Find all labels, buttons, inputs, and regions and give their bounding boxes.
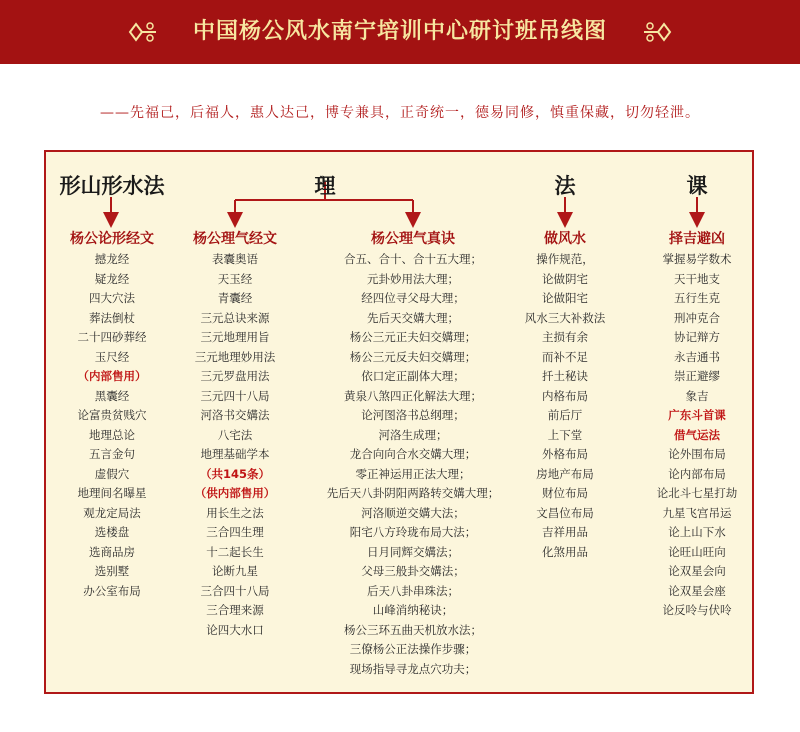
list-item: 二十四砂葬经: [77, 330, 147, 344]
list-item: 先后天交媾大理；: [367, 310, 459, 325]
list-item: 天干地支: [674, 271, 720, 286]
list-item: 表囊奥语: [212, 252, 258, 266]
list-item: 化煞用品: [542, 544, 588, 559]
list-item: 操作规范，: [536, 252, 594, 266]
list-item: 广东斗首课: [668, 408, 726, 422]
list-item: 论北斗七星打劫: [656, 486, 738, 500]
list-item: 虚假穴: [94, 466, 130, 481]
list-item: 日月同辉交媾法；: [367, 544, 459, 559]
list-xingjing: [78, 250, 147, 601]
list-item: 论旺山旺向: [668, 544, 726, 559]
list-item: 上下堂: [547, 427, 583, 442]
list-item: （内部售用）: [77, 369, 147, 383]
list-item: 经四位寻父母大理；: [361, 291, 465, 305]
list-item: 论断九星: [212, 564, 258, 578]
list-item: （供内部售用）: [194, 486, 276, 500]
list-item: 天玉经: [217, 271, 253, 286]
list-item: 三合四生理: [206, 525, 264, 539]
list-item: 三合理来源: [206, 603, 264, 617]
list-item: 永吉通书: [674, 349, 720, 364]
header-banner: [0, 0, 800, 64]
list-item: 四大穴法: [89, 291, 135, 305]
list-item: 三元罗盘用法: [200, 369, 270, 383]
list-item: 撼龙经: [94, 252, 130, 266]
col-title-liqizhenjue: 杨公理气真诀: [371, 231, 455, 247]
tagline: ——先福己，后福人，惠人达己，博专兼具，正奇统一，德易同修，慎重保藏，切勿轻泄。: [100, 105, 700, 121]
list-item: 地理基础学本: [200, 447, 270, 461]
list-item: 河洛顺逆交媾大法；: [361, 505, 465, 520]
list-item: （共145条）: [199, 466, 270, 481]
list-item: 内格布局: [542, 388, 588, 403]
list-item: 河洛生成理；: [378, 427, 448, 442]
list-item: 文昌位布局: [536, 505, 594, 520]
list-item: 论反呤与伏呤: [662, 603, 732, 617]
list-item: 论做阳宅: [542, 291, 588, 305]
list-item: 山峰消纳秘诀；: [372, 603, 454, 617]
col-title-xingjing: 杨公论形经文: [70, 231, 154, 247]
list-item: 选楼盘: [94, 525, 130, 539]
col-title-liqijing: 杨公理气经文: [193, 231, 277, 247]
list-liqizhenjue: [327, 250, 500, 679]
list-item: 八宅法: [217, 427, 253, 442]
list-item: 青囊经: [217, 291, 253, 305]
list-item: 风水三大补救法: [524, 310, 606, 325]
list-item: 而补不足: [542, 349, 588, 364]
list-item: 扦土秘诀: [542, 369, 588, 383]
list-item: 协记辩方: [674, 330, 720, 344]
list-item: 选别墅: [94, 564, 130, 578]
list-item: 十二起长生: [206, 544, 264, 559]
list-item: 办公室布局: [83, 583, 141, 598]
list-item: 用长生之法: [206, 505, 264, 520]
col-title-zeji: 择吉避凶: [669, 231, 725, 247]
list-item: 论河图洛书总纲理；: [361, 408, 465, 422]
list-item: 三元总诀来源: [200, 310, 270, 325]
list-item: 九星飞宫吊运: [662, 505, 732, 520]
list-item: 论双星会座: [668, 583, 726, 598]
list-item: 杨公三元反夫妇交媾理；: [349, 349, 477, 364]
list-item: 三僚杨公正法操作步骤；: [349, 642, 477, 656]
list-item: 房地产布局: [536, 466, 594, 481]
list-item: 借气运法: [674, 427, 720, 442]
list-zeji: [657, 250, 738, 621]
list-item: 论四大水口: [206, 622, 264, 637]
list-item: 刑冲克合: [674, 310, 720, 325]
list-item: 论双星会向: [668, 564, 726, 578]
list-item: 吉祥用品: [542, 525, 588, 539]
list-item: 五行生克: [674, 291, 720, 305]
list-item: 杨公三元正夫妇交媾理；: [349, 330, 477, 344]
list-item: 元卦妙用法大理；: [367, 271, 459, 286]
list-item: 论内部布局: [668, 466, 726, 481]
list-item: 后天八卦串珠法；: [367, 583, 459, 598]
list-item: 父母三般卦交媾法；: [361, 564, 465, 578]
list-item: 前后厅: [547, 408, 583, 422]
list-item: 论上山下水: [668, 525, 726, 539]
heading-ke: 课: [686, 173, 708, 198]
list-item: 疑龙经: [94, 271, 130, 286]
list-item: 黑囊经: [94, 388, 130, 403]
list-item: 崇正避缪: [674, 369, 720, 383]
page-title: 中国杨公风水南宁培训中心研讨班吊线图: [192, 19, 607, 44]
list-item: 掌握易学数术: [662, 252, 732, 266]
list-item: 玉尺经: [94, 349, 130, 364]
list-item: 龙合向向合水交媾大理；: [349, 447, 477, 461]
list-item: 地理间名曝星: [77, 486, 147, 500]
curriculum-panel: [44, 150, 754, 694]
list-item: 五言金句: [89, 447, 135, 461]
list-item: 合五、合十、合十五大理；: [344, 252, 482, 266]
list-item: 零正神运用正法大理；: [355, 466, 471, 481]
list-item: 三元四十八局: [200, 388, 270, 403]
heading-xingshan: 形山形水法: [59, 173, 165, 198]
list-item: 地理总论: [89, 427, 135, 442]
list-item: 主损有余: [542, 330, 588, 344]
list-item: 黄泉八煞四正化解法大理；: [344, 388, 482, 403]
list-item: 三元地理用旨: [200, 330, 270, 344]
list-item: 论富贵贫贱穴: [77, 408, 147, 422]
list-item: 论外围布局: [668, 447, 726, 461]
list-item: 杨公三环五曲天机放水法；: [344, 622, 482, 637]
ornament-icon: [642, 18, 672, 46]
list-item: 象吉: [685, 388, 709, 403]
list-item: 现场指导寻龙点穴功夫；: [349, 661, 477, 676]
list-item: 外格布局: [542, 447, 588, 461]
list-item: 财位布局: [542, 486, 588, 500]
list-item: 三元地理妙用法: [194, 349, 276, 364]
list-item: 选商品房: [89, 544, 135, 559]
col-title-zuofengshui: 做风水: [544, 231, 586, 247]
list-item: 三合四十八局: [200, 583, 270, 598]
heading-fa: 法: [554, 173, 576, 198]
list-item: 葬法倒杖: [89, 310, 135, 325]
list-item: 论做阴宅: [542, 271, 588, 286]
list-item: 阳宅八方玲珑布局大法；: [349, 525, 477, 539]
list-item: 先后天八卦阴阳两路转交媾大理；: [326, 486, 500, 500]
list-item: 河洛书交媾法: [200, 408, 270, 422]
list-liqijing: [195, 250, 276, 640]
list-item: 观龙定局法: [83, 505, 141, 520]
heading-li: 理: [314, 173, 336, 198]
list-item: 依口定正副体大理；: [361, 369, 465, 383]
list-zuofengshui: [525, 250, 606, 562]
